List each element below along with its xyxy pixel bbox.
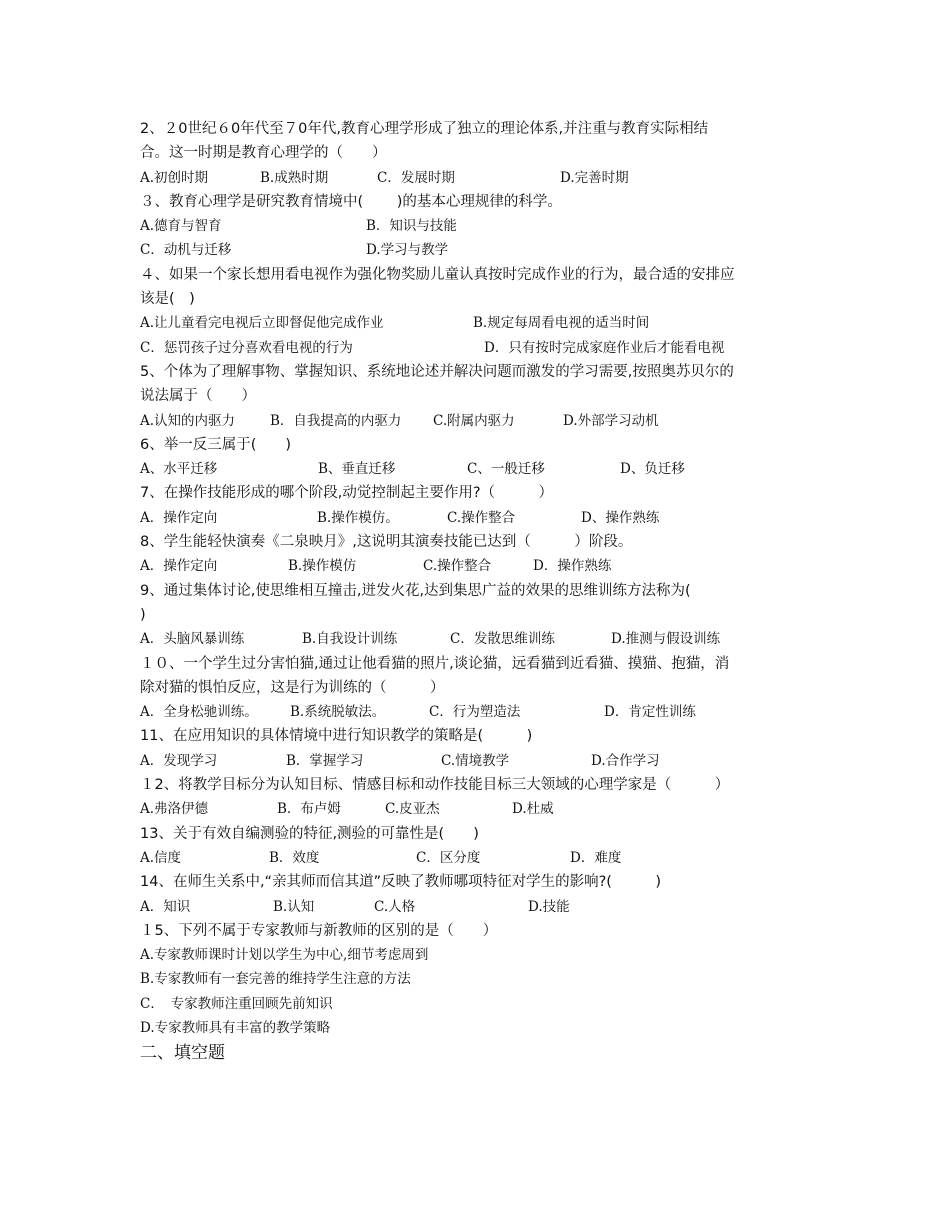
option-row: [140, 749, 820, 773]
option-row: [140, 554, 820, 578]
question-5: [140, 360, 820, 433]
option-c: C． 专家教师注重回顾先前知识: [140, 995, 333, 1012]
question-stem: 该是( ): [140, 291, 195, 308]
option-b: B．自我提高的内驱力: [270, 412, 402, 429]
option-c: C.皮亚杰: [385, 801, 440, 818]
question-stem: 7、在操作技能形成的哪个阶段,动觉控制起主要作用?（ ）: [140, 485, 554, 502]
question-stem: ３、教育心理学是研究教育情境中( )的基本心理规律的科学。: [140, 193, 562, 210]
option-a: A．头脑风暴训练: [140, 631, 245, 648]
option-c: C．发展时期: [377, 169, 455, 186]
question-stem: 说法属于（ ）: [140, 388, 256, 405]
option-row: [140, 166, 820, 190]
option-c: C、一般迁移: [467, 461, 545, 478]
option-row: [140, 238, 820, 262]
option-b: B．掌握学习: [286, 752, 364, 769]
option-b: B.认知: [273, 898, 315, 915]
option-c: C．发散思维训练: [450, 631, 555, 648]
option-b: B、垂直迁移: [318, 461, 396, 478]
option-c: C．行为塑造法: [429, 704, 521, 721]
option-d: D．只有按时完成家庭作业后才能看电视: [484, 339, 725, 356]
option-b: B.成熟时期: [260, 169, 329, 186]
question-8: [140, 530, 820, 579]
option-row: [140, 336, 820, 360]
option-row: [140, 457, 820, 481]
option-d: D、负迁移: [620, 461, 685, 478]
question-6: [140, 433, 820, 482]
option-row: [140, 700, 820, 724]
question-15: [140, 919, 820, 1040]
question-2: [140, 117, 820, 190]
document-page: [140, 117, 820, 1066]
option-a: A.专家教师课时计划以学生为中心,细节考虑周到: [140, 947, 429, 964]
question-stem: 2、２0世纪６0年代至７0年代,教育心理学形成了独立的理论体系,并注重与教育实际相结: [140, 121, 709, 137]
question-stem: １０、一个学生过分害怕猫,通过让他看猫的照片,谈论猫，远看猫到近看猫、摸猫、抱猫，消: [140, 655, 730, 672]
option-a: A.初创时期: [140, 169, 209, 186]
question-stem: ): [140, 606, 146, 623]
question-7: [140, 481, 820, 530]
option-row: [140, 846, 820, 870]
question-stem: １2、将教学目标分为认知目标、情感目标和动作技能目标三大领域的心理学家是（ ）: [140, 777, 730, 794]
option-d: D.学习与教学: [366, 242, 449, 259]
option-b: B．布卢姆: [277, 801, 341, 818]
option-row: [140, 797, 820, 821]
option-c: C．惩罚孩子过分喜欢看电视的行为: [140, 339, 353, 356]
option-b: B.专家教师有一套完善的维持学生注意的方法: [140, 971, 411, 988]
option-d: D、操作熟练: [581, 509, 660, 526]
option-d: D.推测与假设训练: [611, 631, 721, 648]
question-9: [140, 579, 820, 652]
option-a: A.德育与智育: [140, 218, 222, 235]
question-4: [140, 263, 820, 360]
option-a: A.让儿童看完电视后立即督促他完成作业: [140, 315, 384, 332]
question-stem: 13、关于有效自编测验的特征,测验的可靠性是( ): [140, 825, 479, 842]
question-stem: 14、在师生关系中,“亲其师而信其道”反映了教师哪项特征对学生的影响?( ): [140, 874, 662, 891]
option-b: B．效度: [269, 849, 320, 866]
option-b: B.自我设计训练: [302, 631, 398, 648]
question-stem: ４、如果一个家长想用看电视作为强化物奖励儿童认真按时完成作业的行为，最合适的安排应: [140, 266, 735, 283]
question-stem: 除对猫的惧怕反应，这是行为训练的（ ）: [140, 679, 445, 696]
option-a: A．全身松驰训练。: [140, 704, 258, 721]
section-title: 二、填空题: [140, 1043, 225, 1064]
question-stem: 5、个体为了理解事物、掌握知识、系统地论述并解决问题而激发的学习需要,按照奥苏贝尔的: [140, 363, 734, 380]
option-row: [140, 627, 820, 651]
question-stem: 合。这一时期是教育心理学的（ ）: [140, 145, 387, 162]
option-c: C.操作整合: [423, 558, 492, 575]
option-row: [140, 506, 820, 530]
option-a: A．操作定向: [140, 558, 218, 575]
question-14: [140, 870, 820, 919]
question-13: [140, 822, 820, 871]
option-a: A．知识: [140, 898, 191, 915]
option-b: B.规定每周看电视的适当时间: [473, 315, 650, 332]
option-a: A.认知的内驱力: [140, 412, 236, 429]
option-a: A．操作定向: [140, 509, 218, 526]
option-row: [140, 409, 820, 433]
option-d: D.专家教师具有丰富的教学策略: [140, 1019, 331, 1036]
option-d: D．操作熟练: [533, 558, 612, 575]
option-c: C.附属内驱力: [433, 412, 515, 429]
question-stem: １5、下列不属于专家教师与新教师的区别的是（ ）: [140, 922, 498, 939]
option-d: D．难度: [570, 849, 622, 866]
option-b: B．知识与技能: [366, 218, 457, 235]
option-c: C.人格: [374, 898, 416, 915]
option-d: D．肯定性训练: [604, 704, 696, 721]
question-stem: 8、学生能轻快演奏《二泉映月》,这说明其演奏技能已达到（ ）阶段。: [140, 534, 633, 551]
option-a: A、水平迁移: [140, 461, 218, 478]
option-a: A.弗洛伊德: [140, 801, 209, 818]
option-c: C.情境教学: [441, 752, 510, 769]
option-row: [140, 895, 820, 919]
question-10: [140, 652, 820, 725]
option-b: B.操作模仿: [288, 558, 357, 575]
question-3: [140, 190, 820, 263]
question-stem: 6、举一反三属于( ): [140, 436, 292, 453]
question-stem: 11、在应用知识的具体情境中进行知识教学的策略是( ): [140, 728, 533, 745]
option-b: B.操作模仿。: [317, 509, 399, 526]
question-stem: 9、通过集体讨论,使思维相互撞击,迸发火花,达到集思广益的效果的思维训练方法称为(: [140, 582, 691, 599]
option-d: D.外部学习动机: [563, 412, 659, 429]
option-d: D.杜威: [512, 801, 554, 818]
question-12: [140, 773, 820, 822]
option-c: C．动机与迁移: [140, 242, 232, 259]
option-b: B.系统脱敏法。: [290, 704, 386, 721]
option-d: D.技能: [528, 898, 570, 915]
option-a: A.信度: [140, 849, 182, 866]
question-11: [140, 724, 820, 773]
option-c: C．区分度: [416, 849, 481, 866]
option-c: C.操作整合: [447, 509, 516, 526]
option-d: D.完善时期: [560, 169, 629, 186]
option-a: A．发现学习: [140, 752, 218, 769]
option-d: D.合作学习: [591, 752, 660, 769]
option-row: [140, 214, 820, 238]
option-row: [140, 311, 820, 335]
